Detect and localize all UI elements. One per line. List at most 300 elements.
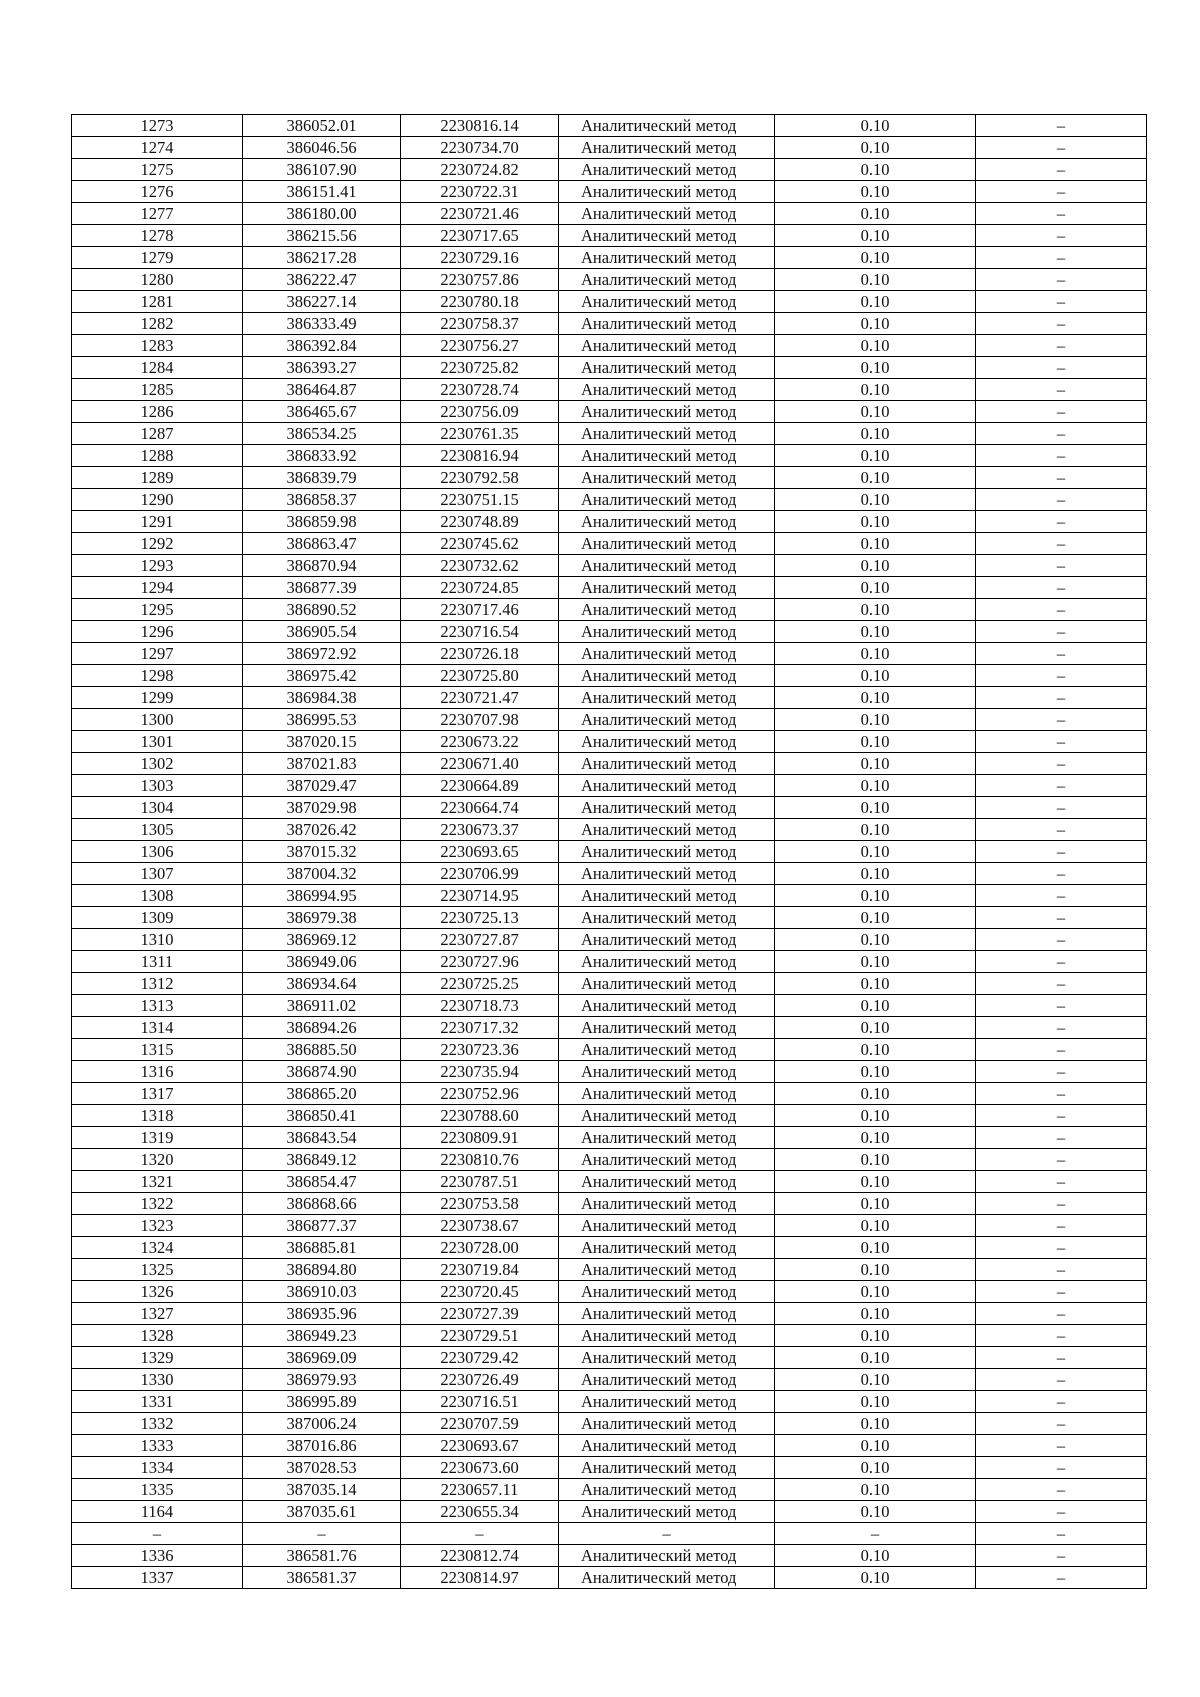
- x-coordinate-cell: 386850.41: [243, 1105, 401, 1127]
- precision-cell: 0.10: [775, 1501, 976, 1523]
- precision-cell: 0.10: [775, 1457, 976, 1479]
- point-number-cell: 1290: [72, 489, 243, 511]
- y-coordinate-cell: 2230719.84: [401, 1259, 559, 1281]
- x-coordinate-cell: 386935.96: [243, 1303, 401, 1325]
- precision-cell: 0.10: [775, 687, 976, 709]
- x-coordinate-cell: 386865.20: [243, 1083, 401, 1105]
- table-row: [72, 753, 1147, 775]
- table-row: [72, 599, 1147, 621]
- point-number-cell: 1288: [72, 445, 243, 467]
- y-coordinate-cell: 2230706.99: [401, 863, 559, 885]
- method-cell: Аналитический метод: [559, 907, 775, 929]
- precision-cell: 0.10: [775, 379, 976, 401]
- method-cell: Аналитический метод: [559, 1369, 775, 1391]
- precision-cell: 0.10: [775, 1193, 976, 1215]
- description-cell: –: [976, 1325, 1147, 1347]
- method-cell: Аналитический метод: [559, 1567, 775, 1589]
- point-number-cell: 1295: [72, 599, 243, 621]
- method-cell: Аналитический метод: [559, 841, 775, 863]
- precision-cell: 0.10: [775, 291, 976, 313]
- method-cell: Аналитический метод: [559, 995, 775, 1017]
- y-coordinate-cell: 2230816.94: [401, 445, 559, 467]
- table-row: [72, 1347, 1147, 1369]
- method-cell: Аналитический метод: [559, 423, 775, 445]
- y-coordinate-cell: 2230717.65: [401, 225, 559, 247]
- description-cell: –: [976, 445, 1147, 467]
- point-number-cell: 1329: [72, 1347, 243, 1369]
- point-number-cell: 1301: [72, 731, 243, 753]
- point-number-cell: 1284: [72, 357, 243, 379]
- method-cell: Аналитический метод: [559, 533, 775, 555]
- y-coordinate-cell: 2230738.67: [401, 1215, 559, 1237]
- description-cell: –: [976, 181, 1147, 203]
- method-cell: Аналитический метод: [559, 1039, 775, 1061]
- x-coordinate-cell: 386905.54: [243, 621, 401, 643]
- y-coordinate-cell: 2230725.13: [401, 907, 559, 929]
- method-cell: Аналитический метод: [559, 599, 775, 621]
- table-row: [72, 1435, 1147, 1457]
- precision-cell: 0.10: [775, 555, 976, 577]
- x-coordinate-cell: 386995.89: [243, 1391, 401, 1413]
- x-coordinate-cell: 386910.03: [243, 1281, 401, 1303]
- table-row: [72, 885, 1147, 907]
- table-row: [72, 247, 1147, 269]
- description-cell: –: [976, 137, 1147, 159]
- table-row: [72, 1127, 1147, 1149]
- table-row: [72, 1545, 1147, 1567]
- x-coordinate-cell: 387021.83: [243, 753, 401, 775]
- method-cell: Аналитический метод: [559, 555, 775, 577]
- x-coordinate-cell: 387029.98: [243, 797, 401, 819]
- method-cell: Аналитический метод: [559, 269, 775, 291]
- precision-cell: 0.10: [775, 115, 976, 137]
- table-row: [72, 1325, 1147, 1347]
- precision-cell: 0.10: [775, 1083, 976, 1105]
- y-coordinate-cell: 2230714.95: [401, 885, 559, 907]
- table-row: [72, 225, 1147, 247]
- precision-cell: 0.10: [775, 1039, 976, 1061]
- description-cell: –: [976, 841, 1147, 863]
- x-coordinate-cell: 386333.49: [243, 313, 401, 335]
- table-row: [72, 137, 1147, 159]
- description-cell: –: [976, 1215, 1147, 1237]
- point-number-cell: 1327: [72, 1303, 243, 1325]
- description-cell: –: [976, 357, 1147, 379]
- table-row: [72, 291, 1147, 313]
- precision-cell: 0.10: [775, 1061, 976, 1083]
- precision-cell: 0.10: [775, 1215, 976, 1237]
- y-coordinate-cell: 2230729.16: [401, 247, 559, 269]
- description-cell: –: [976, 1523, 1147, 1545]
- description-cell: –: [976, 951, 1147, 973]
- description-cell: –: [976, 709, 1147, 731]
- method-cell: Аналитический метод: [559, 1391, 775, 1413]
- table-row: [72, 1215, 1147, 1237]
- point-number-cell: 1283: [72, 335, 243, 357]
- description-cell: –: [976, 1501, 1147, 1523]
- description-cell: –: [976, 1017, 1147, 1039]
- description-cell: –: [976, 291, 1147, 313]
- method-cell: Аналитический метод: [559, 643, 775, 665]
- x-coordinate-cell: 386392.84: [243, 335, 401, 357]
- x-coordinate-cell: 386393.27: [243, 357, 401, 379]
- x-coordinate-cell: 386227.14: [243, 291, 401, 313]
- table-row: [72, 1523, 1147, 1545]
- precision-cell: 0.10: [775, 225, 976, 247]
- x-coordinate-cell: 386877.37: [243, 1215, 401, 1237]
- x-coordinate-cell: 386885.50: [243, 1039, 401, 1061]
- table-row: [72, 401, 1147, 423]
- description-cell: –: [976, 1413, 1147, 1435]
- x-coordinate-cell: 386107.90: [243, 159, 401, 181]
- point-number-cell: 1314: [72, 1017, 243, 1039]
- point-number-cell: 1292: [72, 533, 243, 555]
- table-row: [72, 269, 1147, 291]
- y-coordinate-cell: 2230756.09: [401, 401, 559, 423]
- precision-cell: 0.10: [775, 533, 976, 555]
- method-cell: Аналитический метод: [559, 1017, 775, 1039]
- point-number-cell: 1300: [72, 709, 243, 731]
- y-coordinate-cell: 2230720.45: [401, 1281, 559, 1303]
- y-coordinate-cell: 2230726.18: [401, 643, 559, 665]
- point-number-cell: 1273: [72, 115, 243, 137]
- y-coordinate-cell: 2230748.89: [401, 511, 559, 533]
- description-cell: –: [976, 1567, 1147, 1589]
- point-number-cell: 1274: [72, 137, 243, 159]
- description-cell: –: [976, 511, 1147, 533]
- precision-cell: 0.10: [775, 577, 976, 599]
- method-cell: Аналитический метод: [559, 1501, 775, 1523]
- description-cell: –: [976, 775, 1147, 797]
- y-coordinate-cell: 2230728.00: [401, 1237, 559, 1259]
- table-row: [72, 203, 1147, 225]
- precision-cell: 0.10: [775, 731, 976, 753]
- table-row: [72, 1413, 1147, 1435]
- description-cell: –: [976, 1545, 1147, 1567]
- table-row: [72, 621, 1147, 643]
- method-cell: Аналитический метод: [559, 709, 775, 731]
- description-cell: –: [976, 1039, 1147, 1061]
- precision-cell: 0.10: [775, 1105, 976, 1127]
- table-row: [72, 335, 1147, 357]
- table-row: [72, 1193, 1147, 1215]
- y-coordinate-cell: 2230753.58: [401, 1193, 559, 1215]
- precision-cell: 0.10: [775, 1545, 976, 1567]
- point-number-cell: 1325: [72, 1259, 243, 1281]
- y-coordinate-cell: 2230657.11: [401, 1479, 559, 1501]
- table-row: [72, 1479, 1147, 1501]
- method-cell: Аналитический метод: [559, 335, 775, 357]
- point-number-cell: 1328: [72, 1325, 243, 1347]
- table-row: [72, 1259, 1147, 1281]
- y-coordinate-cell: 2230664.74: [401, 797, 559, 819]
- method-cell: Аналитический метод: [559, 1149, 775, 1171]
- table-row: [72, 181, 1147, 203]
- x-coordinate-cell: 386868.66: [243, 1193, 401, 1215]
- precision-cell: 0.10: [775, 1017, 976, 1039]
- description-cell: –: [976, 995, 1147, 1017]
- description-cell: –: [976, 115, 1147, 137]
- y-coordinate-cell: 2230761.35: [401, 423, 559, 445]
- y-coordinate-cell: 2230673.37: [401, 819, 559, 841]
- point-number-cell: 1276: [72, 181, 243, 203]
- method-cell: Аналитический метод: [559, 621, 775, 643]
- y-coordinate-cell: 2230693.65: [401, 841, 559, 863]
- point-number-cell: 1287: [72, 423, 243, 445]
- precision-cell: 0.10: [775, 885, 976, 907]
- method-cell: Аналитический метод: [559, 1303, 775, 1325]
- description-cell: –: [976, 203, 1147, 225]
- x-coordinate-cell: 386979.38: [243, 907, 401, 929]
- point-number-cell: 1275: [72, 159, 243, 181]
- x-coordinate-cell: 386949.06: [243, 951, 401, 973]
- description-cell: –: [976, 1171, 1147, 1193]
- precision-cell: –: [775, 1523, 976, 1545]
- point-number-cell: 1305: [72, 819, 243, 841]
- description-cell: –: [976, 555, 1147, 577]
- y-coordinate-cell: 2230722.31: [401, 181, 559, 203]
- method-cell: Аналитический метод: [559, 1061, 775, 1083]
- precision-cell: 0.10: [775, 313, 976, 335]
- table-row: [72, 995, 1147, 1017]
- point-number-cell: 1298: [72, 665, 243, 687]
- table-row: [72, 951, 1147, 973]
- method-cell: Аналитический метод: [559, 1105, 775, 1127]
- precision-cell: 0.10: [775, 1391, 976, 1413]
- point-number-cell: 1323: [72, 1215, 243, 1237]
- y-coordinate-cell: 2230745.62: [401, 533, 559, 555]
- description-cell: –: [976, 423, 1147, 445]
- method-cell: Аналитический метод: [559, 401, 775, 423]
- point-number-cell: 1302: [72, 753, 243, 775]
- point-number-cell: 1294: [72, 577, 243, 599]
- description-cell: –: [976, 1105, 1147, 1127]
- description-cell: –: [976, 753, 1147, 775]
- table-row: [72, 863, 1147, 885]
- x-coordinate-cell: 386863.47: [243, 533, 401, 555]
- method-cell: Аналитический метод: [559, 797, 775, 819]
- table-row: [72, 577, 1147, 599]
- y-coordinate-cell: 2230707.59: [401, 1413, 559, 1435]
- description-cell: –: [976, 1259, 1147, 1281]
- point-number-cell: 1296: [72, 621, 243, 643]
- x-coordinate-cell: 386464.87: [243, 379, 401, 401]
- y-coordinate-cell: 2230732.62: [401, 555, 559, 577]
- table-row: [72, 533, 1147, 555]
- y-coordinate-cell: 2230812.74: [401, 1545, 559, 1567]
- method-cell: Аналитический метод: [559, 379, 775, 401]
- point-number-cell: 1289: [72, 467, 243, 489]
- point-number-cell: 1319: [72, 1127, 243, 1149]
- method-cell: Аналитический метод: [559, 951, 775, 973]
- description-cell: –: [976, 1127, 1147, 1149]
- y-coordinate-cell: 2230727.96: [401, 951, 559, 973]
- x-coordinate-cell: 386222.47: [243, 269, 401, 291]
- description-cell: –: [976, 313, 1147, 335]
- y-coordinate-cell: 2230809.91: [401, 1127, 559, 1149]
- x-coordinate-cell: 386890.52: [243, 599, 401, 621]
- point-number-cell: 1331: [72, 1391, 243, 1413]
- precision-cell: 0.10: [775, 841, 976, 863]
- table-row: [72, 1237, 1147, 1259]
- y-coordinate-cell: –: [401, 1523, 559, 1545]
- point-number-cell: 1277: [72, 203, 243, 225]
- table-row: [72, 1281, 1147, 1303]
- table-row: [72, 973, 1147, 995]
- description-cell: –: [976, 1303, 1147, 1325]
- point-number-cell: 1337: [72, 1567, 243, 1589]
- description-cell: –: [976, 1193, 1147, 1215]
- method-cell: Аналитический метод: [559, 687, 775, 709]
- y-coordinate-cell: 2230716.51: [401, 1391, 559, 1413]
- method-cell: Аналитический метод: [559, 1545, 775, 1567]
- table-row: [72, 1017, 1147, 1039]
- point-number-cell: 1330: [72, 1369, 243, 1391]
- table-row: [72, 1457, 1147, 1479]
- precision-cell: 0.10: [775, 247, 976, 269]
- point-number-cell: 1334: [72, 1457, 243, 1479]
- point-number-cell: 1286: [72, 401, 243, 423]
- method-cell: Аналитический метод: [559, 1083, 775, 1105]
- y-coordinate-cell: 2230673.22: [401, 731, 559, 753]
- method-cell: Аналитический метод: [559, 291, 775, 313]
- point-number-cell: 1291: [72, 511, 243, 533]
- method-cell: Аналитический метод: [559, 1127, 775, 1149]
- precision-cell: 0.10: [775, 1479, 976, 1501]
- y-coordinate-cell: 2230725.82: [401, 357, 559, 379]
- x-coordinate-cell: 386151.41: [243, 181, 401, 203]
- x-coordinate-cell: 386894.26: [243, 1017, 401, 1039]
- method-cell: Аналитический метод: [559, 731, 775, 753]
- point-number-cell: 1335: [72, 1479, 243, 1501]
- precision-cell: 0.10: [775, 1303, 976, 1325]
- method-cell: Аналитический метод: [559, 1193, 775, 1215]
- x-coordinate-cell: 386180.00: [243, 203, 401, 225]
- method-cell: Аналитический метод: [559, 885, 775, 907]
- method-cell: Аналитический метод: [559, 1457, 775, 1479]
- point-number-cell: 1332: [72, 1413, 243, 1435]
- description-cell: –: [976, 1347, 1147, 1369]
- table-row: [72, 1171, 1147, 1193]
- table-row: [72, 731, 1147, 753]
- point-number-cell: 1316: [72, 1061, 243, 1083]
- precision-cell: 0.10: [775, 203, 976, 225]
- description-cell: –: [976, 797, 1147, 819]
- precision-cell: 0.10: [775, 973, 976, 995]
- x-coordinate-cell: 386833.92: [243, 445, 401, 467]
- description-cell: –: [976, 577, 1147, 599]
- precision-cell: 0.10: [775, 1347, 976, 1369]
- method-cell: Аналитический метод: [559, 357, 775, 379]
- y-coordinate-cell: 2230721.46: [401, 203, 559, 225]
- method-cell: Аналитический метод: [559, 115, 775, 137]
- table-row: [72, 489, 1147, 511]
- precision-cell: 0.10: [775, 1281, 976, 1303]
- description-cell: –: [976, 1061, 1147, 1083]
- method-cell: Аналитический метод: [559, 1435, 775, 1457]
- description-cell: –: [976, 973, 1147, 995]
- precision-cell: 0.10: [775, 401, 976, 423]
- x-coordinate-cell: 387006.24: [243, 1413, 401, 1435]
- precision-cell: 0.10: [775, 335, 976, 357]
- y-coordinate-cell: 2230780.18: [401, 291, 559, 313]
- x-coordinate-cell: 386975.42: [243, 665, 401, 687]
- method-cell: Аналитический метод: [559, 181, 775, 203]
- table-row: [72, 709, 1147, 731]
- x-coordinate-cell: 387029.47: [243, 775, 401, 797]
- point-number-cell: 1279: [72, 247, 243, 269]
- method-cell: –: [559, 1523, 775, 1545]
- method-cell: Аналитический метод: [559, 1171, 775, 1193]
- table-row: [72, 819, 1147, 841]
- y-coordinate-cell: 2230814.97: [401, 1567, 559, 1589]
- y-coordinate-cell: 2230734.70: [401, 137, 559, 159]
- description-cell: –: [976, 269, 1147, 291]
- precision-cell: 0.10: [775, 1127, 976, 1149]
- table-row: [72, 115, 1147, 137]
- y-coordinate-cell: 2230721.47: [401, 687, 559, 709]
- table-row: [72, 555, 1147, 577]
- y-coordinate-cell: 2230725.25: [401, 973, 559, 995]
- y-coordinate-cell: 2230752.96: [401, 1083, 559, 1105]
- table-row: [72, 907, 1147, 929]
- x-coordinate-cell: 387026.42: [243, 819, 401, 841]
- point-number-cell: 1285: [72, 379, 243, 401]
- x-coordinate-cell: 386949.23: [243, 1325, 401, 1347]
- precision-cell: 0.10: [775, 489, 976, 511]
- point-number-cell: 1320: [72, 1149, 243, 1171]
- table-row: [72, 423, 1147, 445]
- point-number-cell: 1304: [72, 797, 243, 819]
- x-coordinate-cell: 387015.32: [243, 841, 401, 863]
- y-coordinate-cell: 2230727.87: [401, 929, 559, 951]
- y-coordinate-cell: 2230810.76: [401, 1149, 559, 1171]
- y-coordinate-cell: 2230751.15: [401, 489, 559, 511]
- description-cell: –: [976, 731, 1147, 753]
- x-coordinate-cell: 386984.38: [243, 687, 401, 709]
- method-cell: Аналитический метод: [559, 489, 775, 511]
- precision-cell: 0.10: [775, 775, 976, 797]
- y-coordinate-cell: 2230729.42: [401, 1347, 559, 1369]
- precision-cell: 0.10: [775, 269, 976, 291]
- method-cell: Аналитический метод: [559, 863, 775, 885]
- precision-cell: 0.10: [775, 181, 976, 203]
- y-coordinate-cell: 2230735.94: [401, 1061, 559, 1083]
- y-coordinate-cell: 2230725.80: [401, 665, 559, 687]
- precision-cell: 0.10: [775, 1325, 976, 1347]
- precision-cell: 0.10: [775, 665, 976, 687]
- point-number-cell: 1280: [72, 269, 243, 291]
- x-coordinate-cell: 386877.39: [243, 577, 401, 599]
- y-coordinate-cell: 2230717.32: [401, 1017, 559, 1039]
- table-row: [72, 445, 1147, 467]
- point-number-cell: 1309: [72, 907, 243, 929]
- point-number-cell: 1281: [72, 291, 243, 313]
- point-number-cell: 1333: [72, 1435, 243, 1457]
- x-coordinate-cell: 387004.32: [243, 863, 401, 885]
- description-cell: –: [976, 643, 1147, 665]
- precision-cell: 0.10: [775, 797, 976, 819]
- y-coordinate-cell: 2230718.73: [401, 995, 559, 1017]
- x-coordinate-cell: 387020.15: [243, 731, 401, 753]
- table-row: [72, 841, 1147, 863]
- table-row: [72, 1039, 1147, 1061]
- precision-cell: 0.10: [775, 137, 976, 159]
- x-coordinate-cell: 386969.12: [243, 929, 401, 951]
- y-coordinate-cell: 2230788.60: [401, 1105, 559, 1127]
- precision-cell: 0.10: [775, 621, 976, 643]
- point-number-cell: 1311: [72, 951, 243, 973]
